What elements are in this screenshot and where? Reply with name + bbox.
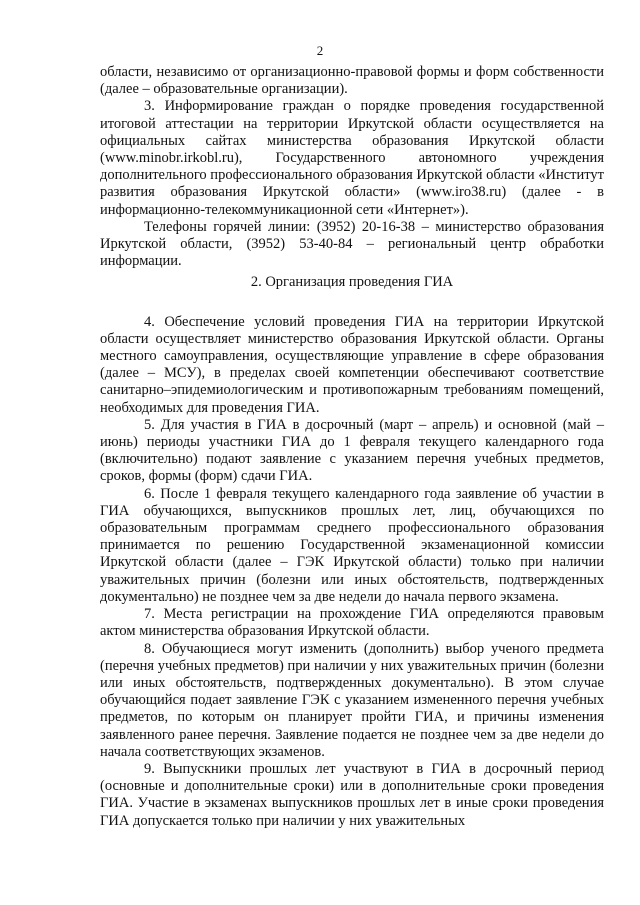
paragraph-item-4: 4. Обеспечение условий проведения ГИА на территории Иркутской области осуществляет министерство образования Иркутской области. Органы местного самоуправления, осуществляющие управление в сфере образования (далее – МСУ), в пределах своей компетенции обеспечивают соответствие санитарно–эпидемиологическим и противопожарным требованиям помещений, необходимых для проведения ГИА. (100, 313, 604, 416)
paragraph-item-6: 6. После 1 февраля текущего календарного года заявление об участии в ГИА обучающихся, выпускников прошлых лет, лиц, обучающихся по образовательным программам среднего профессионального образования принимается по решению Государственной экзаменационной комиссии Иркутской области (далее – ГЭК Иркутской области) только при наличии уважительных причин (болезни или иных обстоятельств, подтвержденных документально) не позднее чем за две недели до начала первого экзамена. (100, 485, 604, 605)
paragraph-item-3: 3. Информирование граждан о порядке проведения государственной итоговой аттестации на территории Иркутской области осуществляется на официальных сайтах министерства образования Иркутской области (www.minobr.irkobl.ru), Государственного автономного учреждения дополнительного профессионального образования Иркутской области «Институт развития образования Иркутской области» (www.iro38.ru) (далее - в информационно-телекоммуникационной сети «Интернет»). (100, 98, 604, 218)
document-body (100, 64, 604, 830)
paragraph-hotline: Телефоны горячей линии: (3952) 20-16-38 – министерство образования Иркутской области, (3952) 53-40-84 – региональный центр обработки информации. (100, 218, 604, 270)
paragraph-item-8: 8. Обучающиеся могут изменить (дополнить) выбор ученого предмета (перечня учебных предметов) при наличии у них уважительных причин (болезни или иных обстоятельств, подтвержденных документально). В этом случае обучающийся подает заявление ГЭК с указанием измененного перечня учебных предметов, по которым он планирует пройти ГИА, и причины изменения заявленного ранее перечня. Заявление подается не позднее чем за две недели до начала соответствующих экзаменов. (100, 640, 604, 760)
paragraph-item-9: 9. Выпускники прошлых лет участвуют в ГИА в досрочный период (основные и дополнительные сроки) или в дополнительные сроки проведения ГИА. Участие в экзаменах выпускников прошлых лет в иные сроки проведения ГИА допускается только при наличии у них уважительных (100, 760, 604, 829)
section-heading: 2. Организация проведения ГИА (250, 274, 454, 291)
paragraph-continuation: области, независимо от организационно-правовой формы и форм собственности (далее – образовательные организации). (100, 64, 604, 98)
paragraph-item-7: 7. Места регистрации на прохождение ГИА определяются правовым актом министерства образования Иркутской области. (100, 606, 604, 640)
page-number: 2 (316, 43, 324, 58)
paragraph-item-5: 5. Для участия в ГИА в досрочный (март – апрель) и основной (май – июнь) периоды участники ГИА до 1 февраля текущего календарного года (включительно) подают заявление с указанием перечня учебных предметов, сроков, формы (форм) сдачи ГИА. (100, 416, 604, 485)
